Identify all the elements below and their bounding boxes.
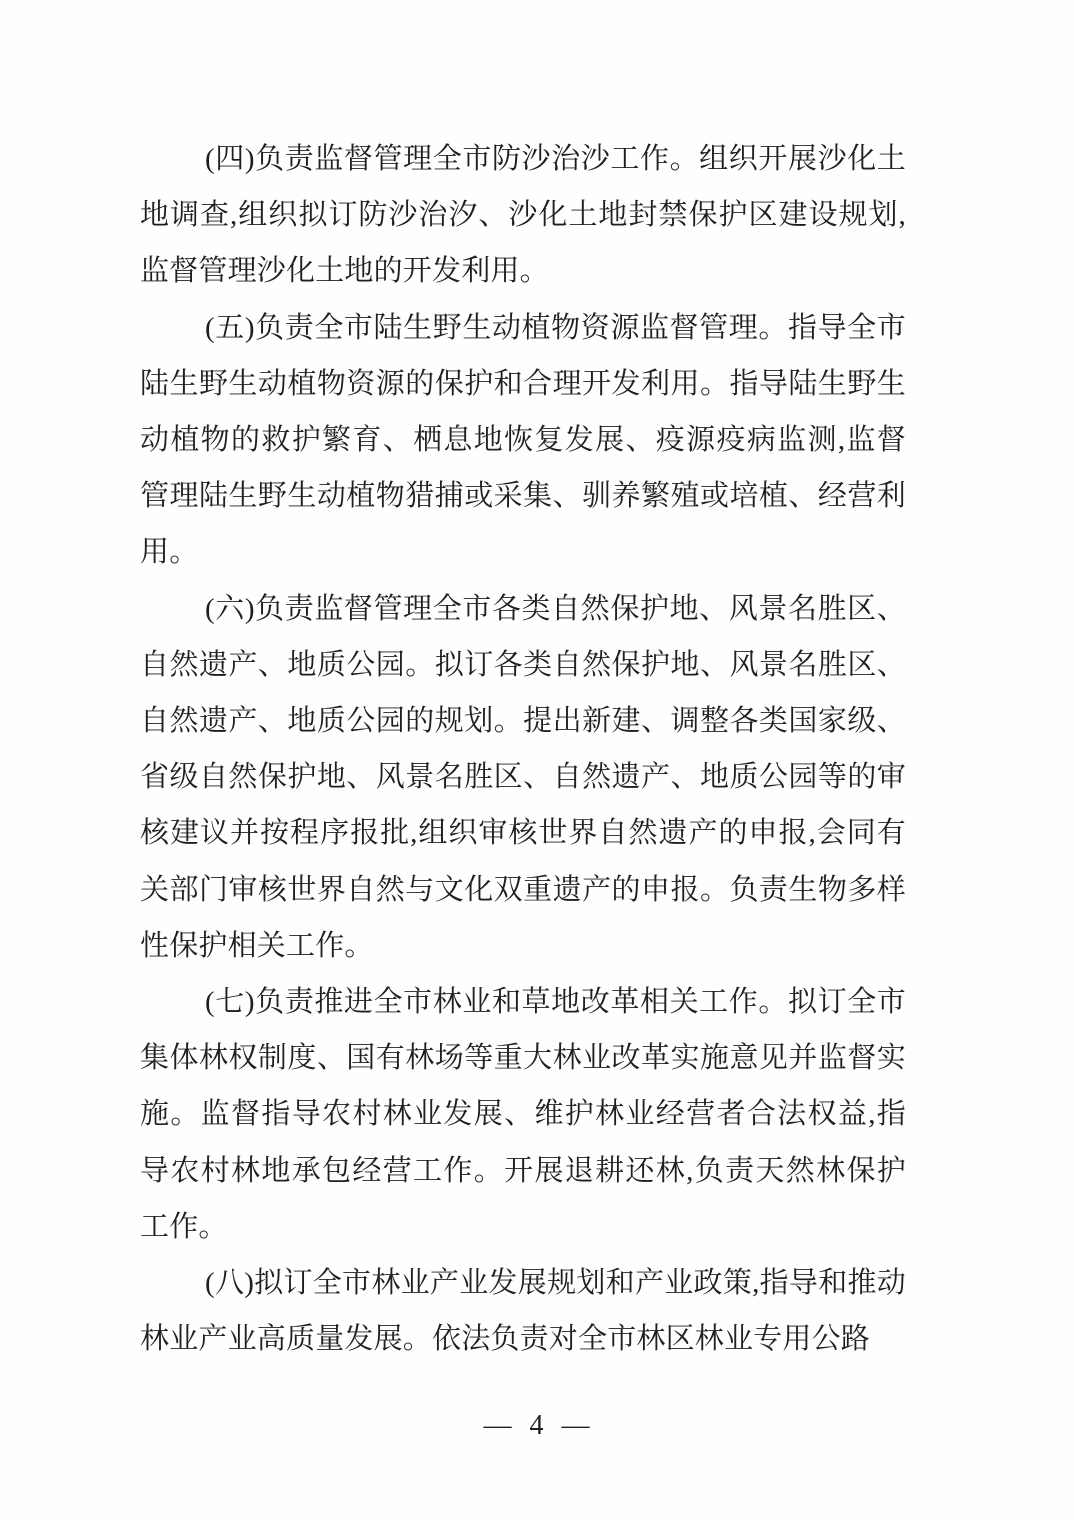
paragraph-item-6: (六)负责监督管理全市各类自然保护地、风景名胜区、自然遗产、地质公园。拟订各类自然保护地、风景名胜区、自然遗产、地质公园的规划。提出新建、调整各类国家级、省级自然保护地、风景名胜区、自然遗产、地质公园等的审核建议并按程序报批,组织审核世界自然遗产的申报,会同有关部门审核世界自然与文化双重遗产的申报。负责生物多样性保护相关工作。 [140,592,906,962]
paragraph-item-8: (八)拟订全市林业产业发展规划和产业政策,指导和推动林业产业高质量发展。依法负责对全市林区林业专用公路 [140,1267,906,1356]
document-body [140,131,906,1367]
paragraph-item-4: (四)负责监督管理全市防沙治沙工作。组织开展沙化土地调查,组织拟订防沙治汐、沙化土地封禁保护区建设规划,监督管理沙化土地的开发利用。 [140,143,906,288]
paragraph-item-7: (七)负责推进全市林业和草地改革相关工作。拟订全市集体林权制度、国有林场等重大林业改革实施意见并监督实施。监督指导农村林业发展、维护林业经营者合法权益,指导农村林地承包经营工作。开展退耕还林,负责天然林保护工作。 [140,986,906,1243]
paragraph-item-5: (五)负责全市陆生野生动植物资源监督管理。指导全市陆生野生动植物资源的保护和合理开发利用。指导陆生野生动植物的救护繁育、栖息地恢复发展、疫源疫病监测,监督管理陆生野生动植物猎捕或采集、驯养繁殖或培植、经营利用。 [140,311,906,569]
page-number: — 4 — [483,1410,591,1441]
